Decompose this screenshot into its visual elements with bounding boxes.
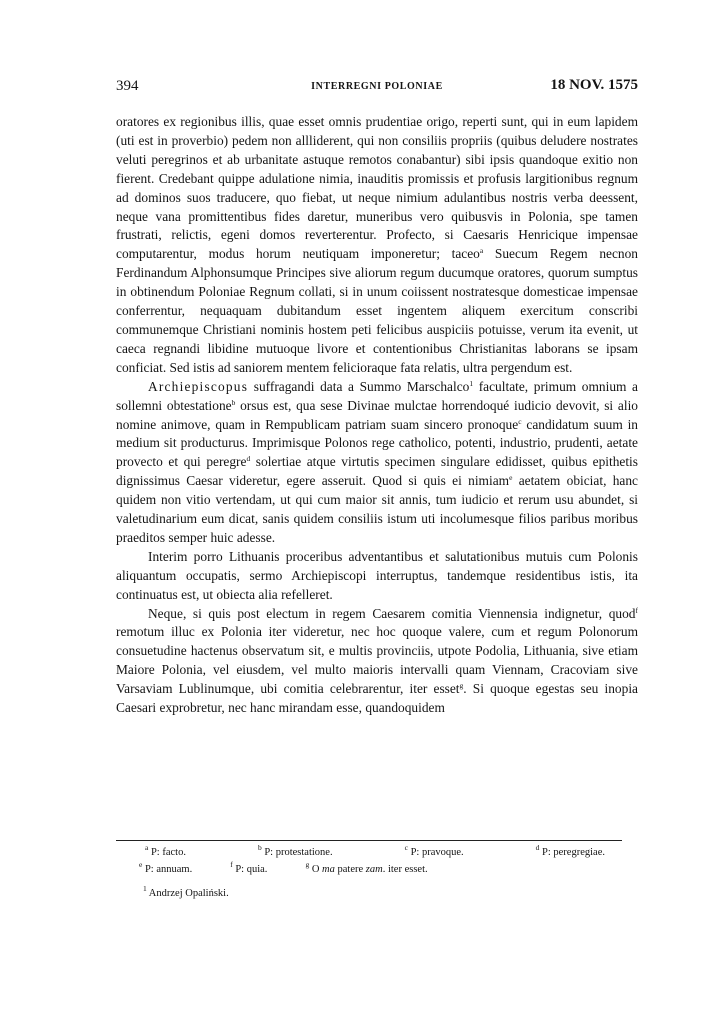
text-run: aetatem obiciat, hanc quidem non vitio vertendam, ut qui cum maior sit annis, tum iudicio et rerum usu abundet, si valetudinarium eum dicat, sanis quidem consiliis istum uti incolumesque filios paribus moribus praeditos semper huic adesse.: [116, 473, 638, 545]
page-number: 394: [116, 78, 139, 94]
apparatus-text: patere: [334, 864, 366, 875]
text-run: suffragandi data a Summo Marschalco: [248, 378, 470, 394]
apparatus-entry: [405, 844, 464, 861]
apparatus-mark: e: [139, 860, 143, 869]
apparatus-marker: f: [635, 605, 638, 615]
apparatus-mark: g: [305, 860, 310, 869]
apparatus-text: P: annuam.: [142, 864, 193, 875]
header-date: 18 NOV. 1575: [550, 77, 638, 93]
paragraph-4: [116, 605, 638, 718]
apparatus-text: P: facto.: [148, 847, 186, 858]
apparatus-mark: d: [535, 843, 540, 852]
running-header: [116, 76, 638, 100]
apparatus-mark: f: [230, 860, 233, 869]
apparatus-marker: c: [518, 416, 522, 426]
apparatus-mark: b: [257, 843, 262, 852]
text-run: facultate, primum omnium a sollemni obtestatione: [116, 378, 639, 413]
apparatus-row: [139, 860, 625, 878]
apparatus-entry: [305, 861, 427, 878]
note-mark: 1: [143, 884, 147, 893]
spaced-lead-word: Archiepiscopus: [148, 378, 249, 394]
apparatus-entry: [536, 844, 605, 861]
apparatus-row: [145, 844, 625, 861]
apparatus-marker: g: [459, 681, 464, 691]
apparatus-text: P: protestatione.: [261, 847, 333, 858]
apparatus-marker: e: [509, 473, 513, 483]
text-run: orsus est, qua sese Divinae mulctae horrendoqué iudicio devovit, si alio nomine animove, quam in Rempublicam patriam suam sincero pronoque: [116, 397, 638, 432]
text-run: candidatum suum in medium sit producturus. Imprimisque Polonos rege catholico, potenti, industrio, prudenti, aetate provecto et qui peregre: [116, 416, 639, 470]
apparatus-entry: [139, 861, 192, 878]
paragraph-3: Interim porro Lithuanis proceribus adventantibus et salutationibus mutuis cum Polonis aliquantum occupatis, sermo Archiepiscopi interruptus, tandemque residentibus istis, ita continuatus est, ut obiecta alia refelleret.: [116, 548, 638, 602]
apparatus-entry: [258, 844, 333, 861]
main-text: [116, 113, 638, 718]
paragraph-1: [116, 113, 638, 378]
footnote-marker: 1: [469, 378, 474, 388]
footnote-divider: [116, 840, 622, 841]
text-run: Neque, si quis post electum in regem Caesarem comitia Viennensia indignetur, quod: [148, 605, 636, 621]
apparatus-text: . iter esset.: [382, 864, 428, 875]
apparatus-text: O: [309, 864, 323, 875]
text-run: solertiae atque virtutis specimen singulare edidisset, quibus epithetis dignissimus Caesar videretur, egere asseruit. Quod si quis ei nimiam: [116, 454, 638, 489]
apparatus-entry: [230, 861, 267, 878]
apparatus-entry: [145, 844, 186, 861]
apparatus-mark: c: [404, 843, 408, 852]
paragraph-2: [116, 378, 638, 548]
running-title: INTERREGNI POLONIAE: [311, 81, 443, 92]
apparatus-text: P: peregregiae.: [539, 847, 605, 858]
note-text: Andrzej Opaliński.: [146, 888, 229, 899]
text-run: remotum illuc ex Polonia iter videretur, nec hoc quoque valere, cum et regum Polonorum consuetudine hactenus observatum sit, e multis provinciis, utpote Podolia, Lithuania, sive etiam Maiore Polonia, vel eiusdem, vel multo maioris intervalli quam Viennam, Cracoviam sive Varsaviam Lublinumque, ubi comitia celebrarentur, iter esset: [116, 624, 638, 697]
apparatus-marker: a: [479, 246, 484, 256]
apparatus-italic: ma: [322, 864, 335, 875]
apparatus-marker: b: [231, 397, 236, 407]
apparatus-text: P: pravoque.: [407, 847, 464, 858]
text-run: Suecum Regem necnon Ferdinandum Alphonsumque Principes sive aliorum regum ducumque oratores, quorum sumptus in obtinendum Poloniae Regnum collati, si in unum coiissent nostratesque domesticae impensae conferrentur, nequaquam dubitandum esset ingentem aliquem exercitum conscribi communemque Christiani nominis hostem peti felicibus auspiciis potuisse, verum ita evenit, ut caeca regnandi libidine mutuoque livore et contentionibus Christianitas laborans se ipsam conficiat. Sed istis ad saniorem mentem felicioraque fata relatis, ultra pergendum est.: [116, 246, 638, 375]
apparatus-text: P: quia.: [232, 864, 268, 875]
historical-notes: [143, 884, 229, 899]
apparatus-marker: d: [246, 454, 251, 464]
text-run: . Si quoque egestas seu inopia Caesari exprobretur, nec hanc mirandam esse, quandoquidem: [116, 681, 638, 716]
text-run: oratores ex regionibus illis, quae esset omnis prudentiae origo, reperti sunt, qui in eum lapidem (uti est in proverbio) pedem non allliderent, qui non consiliis propriis (quibus deludere nostrates veluti peregrinos et ab urbanitate astuque remotos conabantur) sibi ipsis quandoque exitio non fierent. Credebant quippe adulatione nimia, inauditis promissis et profusis largitionibus regnum ad dominos suos traducere, quo fiebat, ut neque nimium adulantibus nostris verba deessent, neque vana promittentibus fides daretur, muneribus vero quibusvis in Polonia, spe tamen frustrati, relictis, egeni domos reverterentur. Profecto, si Caesaris Henricique impensae computarentur, modus horum neutiquam imponeretur; taceo: [116, 114, 638, 262]
note-entry: [143, 884, 229, 899]
apparatus-mark: a: [145, 843, 149, 852]
apparatus-italic: zam: [365, 864, 383, 875]
critical-apparatus: [139, 843, 625, 878]
